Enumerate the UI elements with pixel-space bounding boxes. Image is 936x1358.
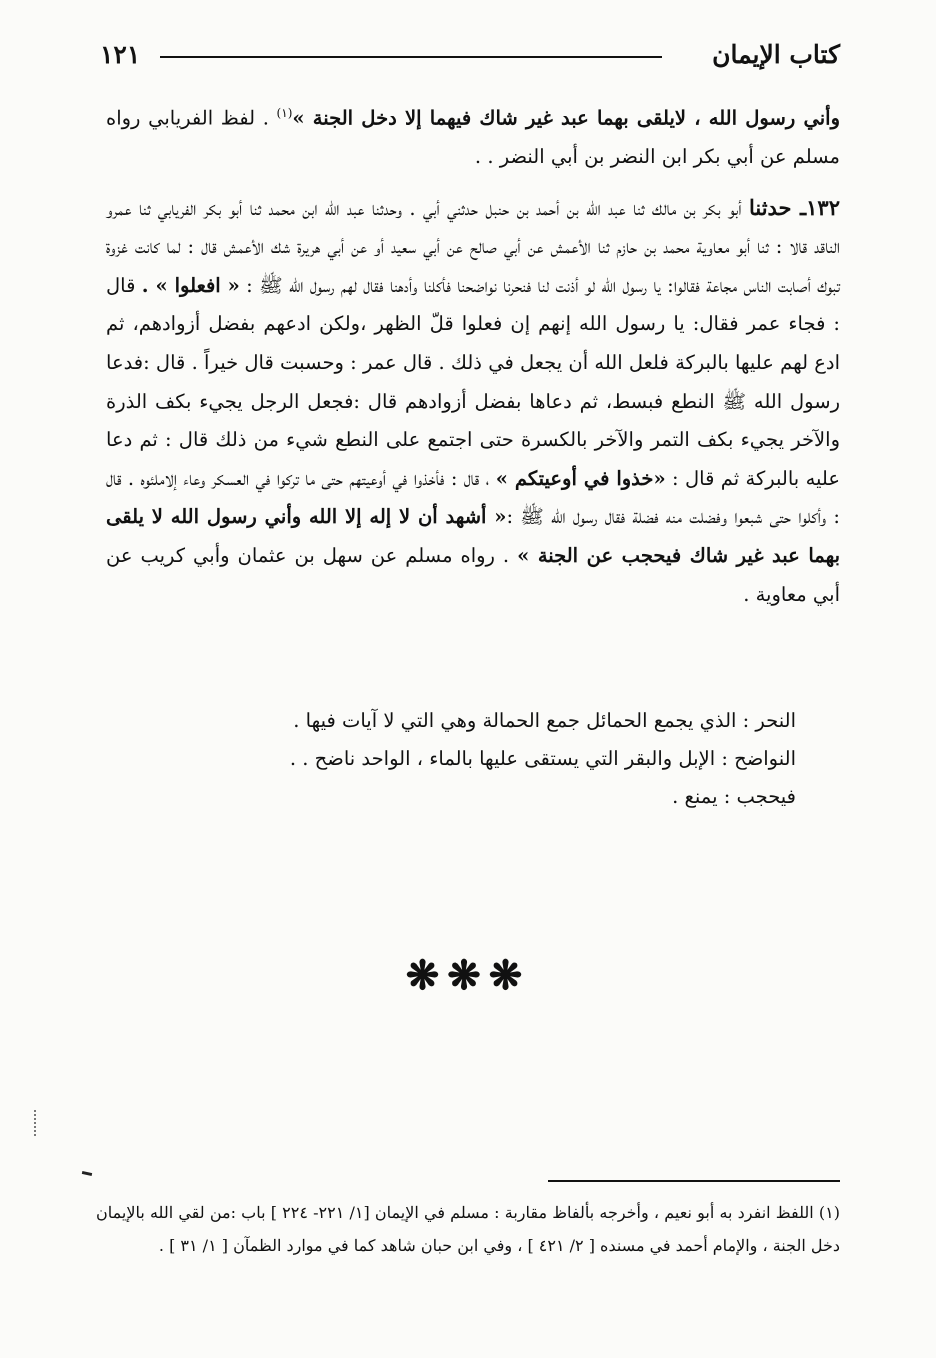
paragraph-continuation (106, 94, 840, 177)
hadith-text-part3: ، قال : فأخذوا في أوعيتهم حتى ما تركوا في العسكر وعاء إلاملئوه . قال : وأكلوا حتى شبعوا وفضلت منه فضلة فقال رسول الله ﷺ : (106, 466, 840, 529)
footnote-reference: (١) (276, 106, 293, 120)
hadith-132 (106, 189, 840, 615)
hadith-text-part2: قال : فجاء عمر فقال: يا رسول الله إنهم إن فعلوا قلّ الظهر ،ولكن ادعهم بفضل أزوادهم، ثم ادع لهم عليها بالبركة فلعل الله أن يجعل في ذلك . قال عمر : وحسبت قال خيراً . قال :فدعا رسول الله ﷺ النطع فبسط، ثم دعاها بفضل أزوادهم قال :فجعل الرجل يجيء بكف الذرة والآخر يجيء بكف التمر والآخر بالكسرة حتى اجتمع على النطع شيء من ذلك قال : ثم دعا عليه بالبركة ثم قال : (106, 273, 840, 490)
page-number: ١٢١ (100, 40, 141, 69)
footnote-rule (548, 1180, 840, 1182)
hadith-number: ١٣٢ (806, 194, 840, 220)
footnote: (١) اللفظ انفرد به أبو نعيم ، وأخرجه بألفاظ مقاربة : مسلم في الإيمان [١/ ٢٢١- ٢٢٤ ] باب :من لقي الله بالإيمان دخل الجنة ، والإمام أحمد في مسنده [ ٢/ ٤٢١ ] ، وفي ابن حبان شاهد كما في موارد الظمآن [ ١/ ٣١ ] . (96, 1203, 840, 1255)
running-header (100, 36, 840, 80)
glossary-entry: النحر : الذي يجمع الحمائل جمع الحمالة وهي التي لا آيات فيها . (293, 709, 796, 732)
glossary (106, 702, 796, 816)
prophet-quote-3: « أشهد أن لا إله إلا الله وأني رسول الله لا يلقى بهما عبد غير شاك فيحجب عن الجنة » (106, 505, 840, 568)
glossary-entry: فيحجب : يمنع . (672, 785, 796, 808)
haddathana-keyword: ـ حدثنا (748, 194, 807, 220)
glossary-entry: النواضح : الإبل والبقر التي يستقى عليها بالماء ، الواحد ناضح . . (289, 747, 796, 770)
hadith-quote-ending: وأني رسول الله ، لايلقى بهما عبد غير شاك فيهما إلا دخل الجنة » (292, 106, 840, 130)
narration-attribution: . لفظ الفريابي رواه مسلم عن أبي بكر ابن النضر بن أبي النضر . . (106, 106, 840, 169)
prophet-quote-1: « افعلوا » . (141, 273, 240, 297)
running-title: كتاب الإيمان (712, 40, 840, 69)
section-separator: ❋❋❋ (405, 952, 531, 999)
hadith-text-part4: . رواه مسلم عن سهل بن عثمان وأبي كريب عن أبي معاوية . (106, 544, 840, 606)
hadith-text-part1: أبو بكر بن مالك ثنا عبد الله بن أحمد بن حنبل حدثني أبي . وحدثنا عبد الله ابن محمد ثنا أبو بكر الفريابي ثنا عمرو الناقد قالا : ثنا أبو معاوية محمد بن حازم ثنا الأعمش عن أبي صالح عن أبي سعيد أو عن أبي هريرة شك الأعمش قال : لما كانت غزوة تبوك أصابت الناس مجاعة فقالوا: يا رسول الله لو أذنت لنا فنحرنا نواضحنا فأكلنا وأدهنا فقال لهم رسول الله ﷺ : (106, 196, 840, 297)
header-rule (160, 56, 662, 58)
scan-dots (34, 1110, 39, 1136)
main-text (106, 94, 840, 626)
scan-mark (82, 1171, 92, 1176)
prophet-quote-2: «خذوا في أوعيتكم » (495, 466, 666, 490)
